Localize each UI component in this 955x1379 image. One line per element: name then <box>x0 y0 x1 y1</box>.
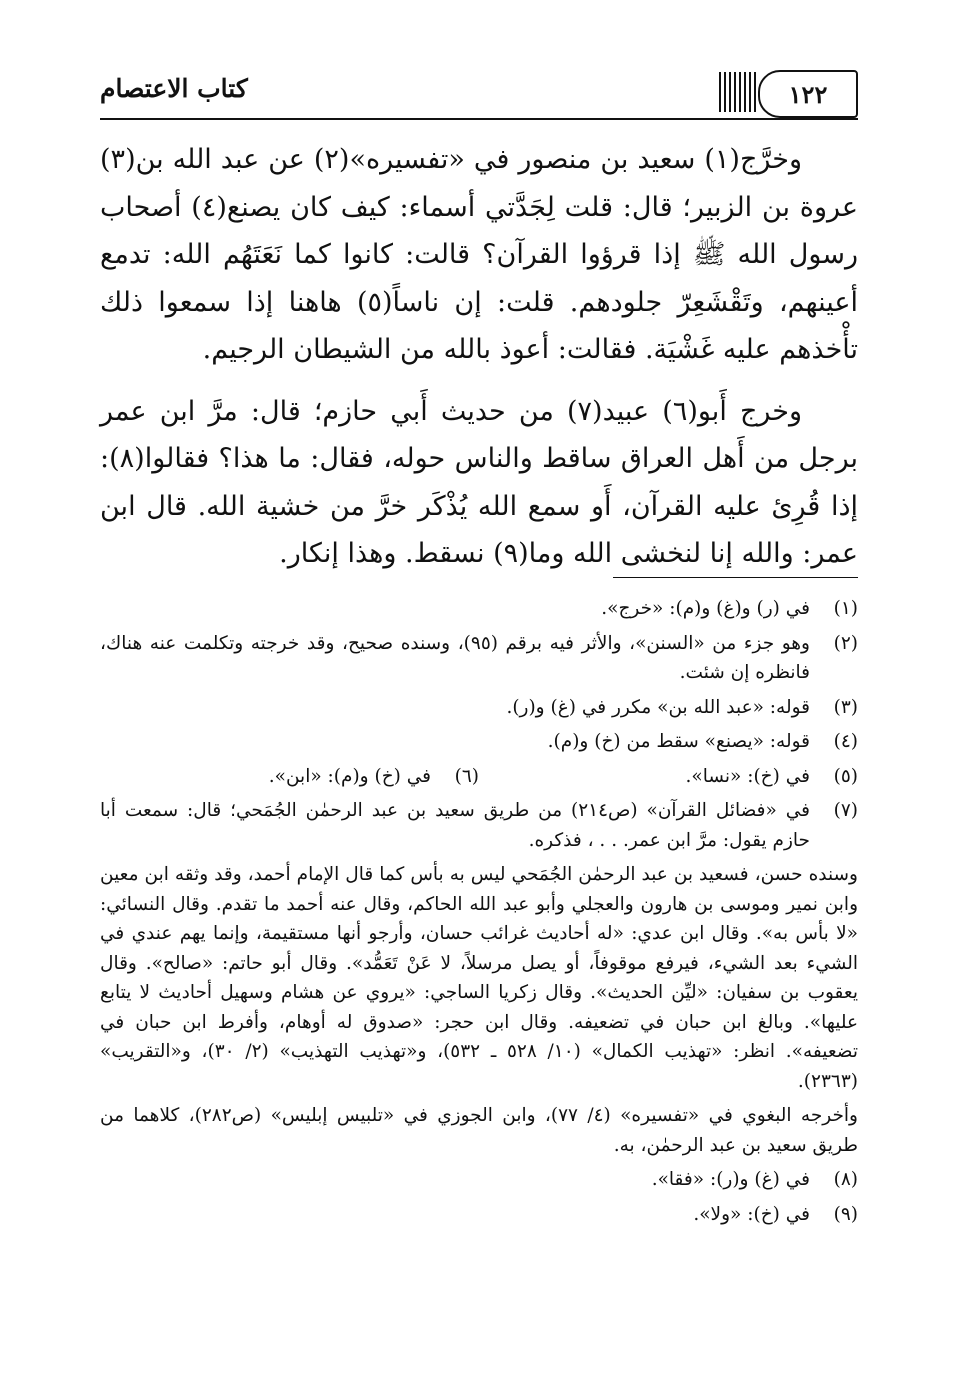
footnote <box>100 796 858 855</box>
footnote-number: (٢) <box>833 632 858 654</box>
footnote-number: (٨) <box>833 1169 858 1190</box>
footnote-continuation: وأخرجه البغوي في «تفسيره» (٤/ ٧٧)، وابن الجوزي في «تلبيس إبليس» (ص٢٨٢)، كلاهما من طريق سعيد بن عبد الرحمٰن، به. <box>100 1105 858 1156</box>
footnote-text: في (ر) و(غ) و(م): «خرج». <box>601 598 810 619</box>
footnote <box>100 727 858 757</box>
footnote <box>100 1200 858 1230</box>
footnote-number: (٩) <box>833 1203 858 1225</box>
footnote-text: قوله: «عبد الله بن» مكرر في (غ) و(ر). <box>506 696 810 718</box>
footnote <box>100 594 858 624</box>
footnote <box>100 629 858 688</box>
footnote-text: في (خ) و(م): «ابن». <box>268 765 431 787</box>
footnote-separator <box>613 577 858 578</box>
footnote <box>479 762 858 792</box>
footnote-number: (٦) <box>454 765 479 787</box>
footnote <box>100 762 479 792</box>
running-header-title: كتاب الاعتصام <box>100 74 248 103</box>
footnote-text: وهو جزء من «السنن»، والأثر فيه برقم (٩٥)، وسنده صحيح، وقد خرجته وتكلمت عنه هناك، فانظره إن شئت. <box>100 632 810 683</box>
footnote-text: في (غ) و(ر): «فقا». <box>651 1169 810 1190</box>
footnote-number: (١) <box>833 598 858 619</box>
footnote-number: (٤) <box>833 731 858 752</box>
main-text <box>100 136 858 578</box>
footnote-number: (٥) <box>833 765 858 787</box>
footnote <box>100 1165 858 1195</box>
footnote-number: (٣) <box>833 696 858 718</box>
footnote-text: في (خ): «ولا». <box>693 1203 810 1225</box>
footnote-text: في «فضائل القرآن» (ص٢١٤) من طريق سعيد بن عبد الرحمٰن الجُمَحي؛ قال: سمعت أبا حازم يقول: مرَّ ابن عمر. . . ، فذكره. <box>100 800 810 851</box>
footnote-number: (٧) <box>833 800 858 821</box>
footnote-continuation: وسنده حسن، فسعيد بن عبد الرحمٰن الجُمَحي ليس به بأس كما قال الإمام أحمد، وقد وثقه ابن معين وابن نمير وموسى بن هارون والعجلي وأبو عبد الله الحاكم، وقال عنه أحمد ما تقدم. وقال النسائي: «لا بأس به». وقال ابن عدي: «له أحاديث غرائب حسان، وأرجو أنها مستقيمة، وإنما يهم عندي في الشيء بعد الشيء، فيرفع موقوفاً، أو يصل مرسلاً، لا عَنْ تَعَمُّد». وقال أبو حاتم: «صالح». وقال يعقوب بن سفيان: «ليِّن الحديث». وقال زكريا الساجي: «يروي عن هشام وسهيل أحاديث لا يتابع عليها». وبالغ ابن حبان في تضعيفه. وقال ابن حجر: «صدوق له أوهام، وأفرط ابن حبان في تضعيفه». انظر: «تهذيب الكمال» (١٠/ ٥٢٨ ـ ٥٣٢)، و«تهذيب التهذيب» (٢/ ٣٠)، و«التقريب» (٢٣٦٣). <box>100 864 858 1092</box>
footnote-text: في (خ): «نسا». <box>685 765 810 787</box>
footnote-text: قوله: «يصنع» سقط من (خ) و(م). <box>547 731 810 752</box>
paragraph: وخرج أَبو(٦) عبيد(٧) من حديث أَبي حازم؛ قال: مرَّ ابن عمر برجل من أَهل العراق ساقط والناس حوله، فقال: ما هذا؟ فقالوا(٨): إذا قُرِئ عليه القرآن، أَو سمع الله يُذْكَر خرَّ من خشية الله. قال ابن عمر: والله إنا لنخشى الله وما(٩) نسقط. وهذا إنكار. <box>100 395 858 569</box>
footnote <box>100 693 858 723</box>
header-rule <box>100 118 858 120</box>
footnote-pair <box>100 762 858 792</box>
footnotes <box>100 594 858 1234</box>
paragraph: وخرَّج(١) سعيد بن منصور في «تفسيره»(٢) عن عبد الله بن(٣) عروة بن الزبير؛ قال: قلت لِجَدَّتي أسماء: كيف كان يصنع(٤) أصحاب رسول الله ﷺ إذا قرؤوا القرآن؟ قالت: كانوا كما نَعَتَهُم الله: تدمع أعينهم، وتَقْشَعِرّ جلودهم. قلت: إن ناساً(٥) هاهنا إذا سمعوا ذلك تأْخذهم عليه غَشْيَة. فقالت: أعوذ بالله من الشيطان الرجيم. <box>100 144 858 365</box>
header-decoration <box>719 72 759 112</box>
page-number: ١٢٢ <box>758 70 858 118</box>
